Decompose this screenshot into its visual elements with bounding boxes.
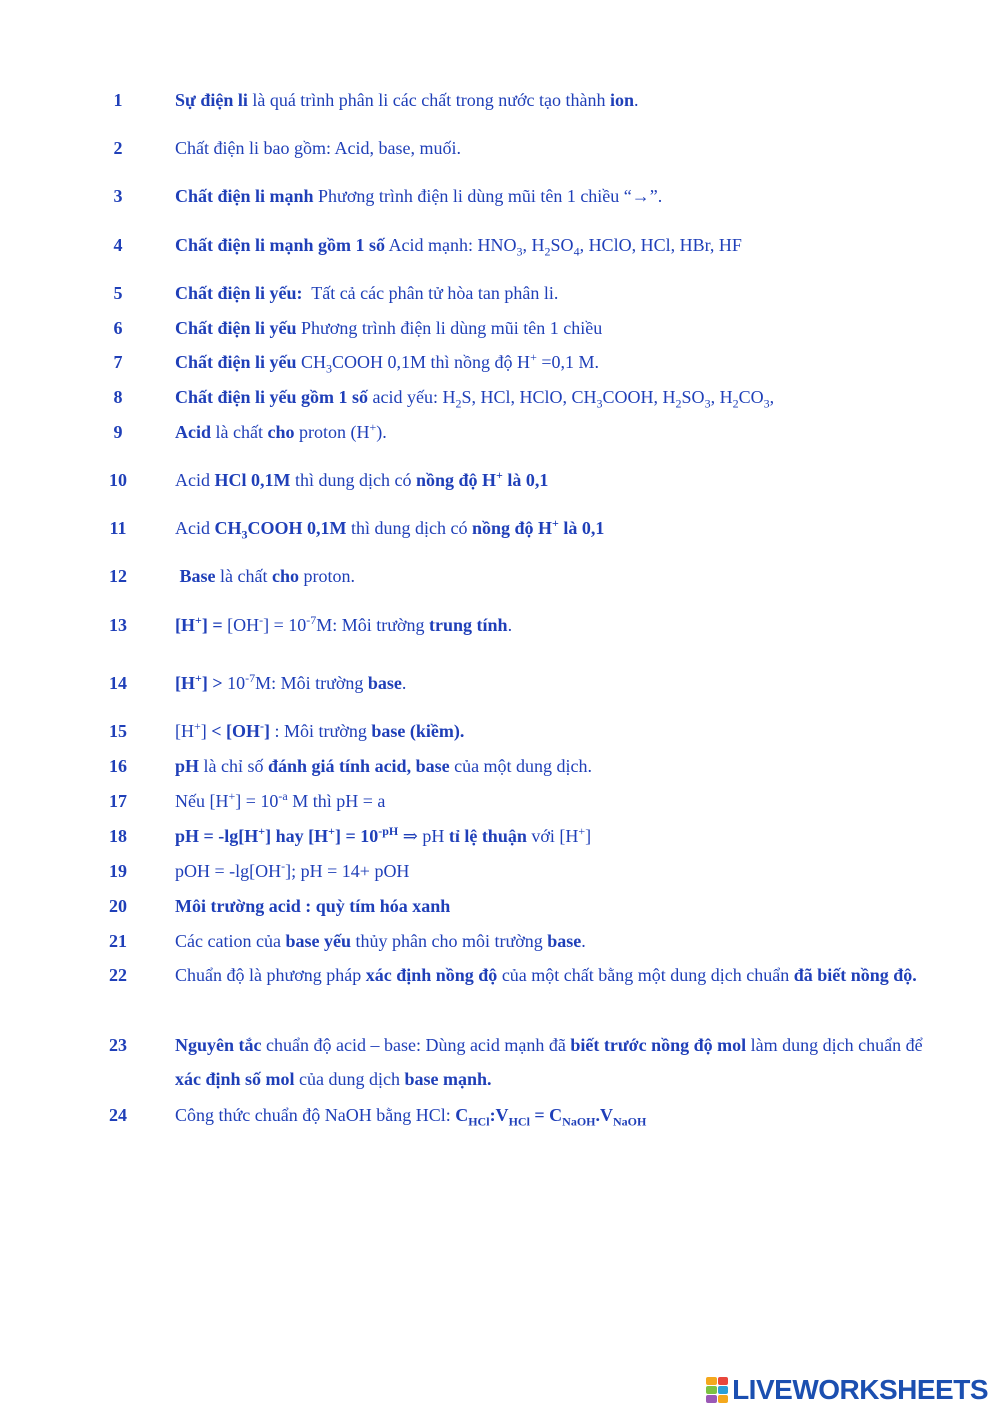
liveworksheets-logo-icon <box>706 1377 728 1403</box>
item-text: Chất điện li bao gồm: Acid, base, muối. <box>175 138 461 158</box>
item-number: 22 <box>109 965 127 985</box>
item-text: Chất điện li yếu Phương trình điện li dùng mũi tên 1 chiều <box>175 318 603 338</box>
item-number: 24 <box>109 1105 127 1125</box>
item-number: 5 <box>113 283 123 303</box>
item-text: Acid là chất cho proton (H+). <box>175 420 387 442</box>
item-text: $[H^+] = [OH^-] = 10^{-7}M$: Môi trường trung tính. <box>175 613 513 635</box>
item-number: 20 <box>109 896 127 916</box>
item-text: Chất điện li yếu $CH_3COOH$ 0,1M thì nồng độ H+ =0,1 M. <box>175 350 599 376</box>
item-text: pH là chỉ số đánh giá tính acid, base của một dung dịch. <box>175 756 593 776</box>
item-number: 23 <box>109 1035 127 1055</box>
item-number: 9 <box>113 422 123 442</box>
item-number: 1 <box>113 90 123 110</box>
item-text: [H+] < [OH-] : Môi trường base (kiềm). <box>175 719 465 741</box>
item-text: Chuẩn độ là phương pháp xác định nồng độ của một chất bằng một dung dịch chuẩn đã biết nồng độ. <box>175 965 917 985</box>
item-text: $[H^+] > 10^{-7}M$: Môi trường base. <box>175 671 407 693</box>
item-number: 19 <box>109 861 127 881</box>
item-number: 3 <box>113 186 123 206</box>
item-number: 7 <box>113 352 123 372</box>
item-number: 10 <box>109 470 127 490</box>
item-number: 2 <box>113 138 123 158</box>
item-number: 4 <box>113 235 123 255</box>
item-text: Các cation của base yếu thủy phân cho môi trường base. <box>175 931 586 951</box>
item-number: 11 <box>109 518 127 538</box>
item-text: Acid HCl 0,1M thì dung dịch có nồng độ H+ là 0,1 <box>175 468 549 490</box>
item-number: 8 <box>113 387 123 407</box>
item-text: Công thức chuẩn độ NaOH bằng HCl: $C_{HCl}:V_{HCl} = C_{NaOH}.V_{NaOH}$ <box>175 1105 647 1129</box>
item-text: Chất điện li yếu: Tất cả các phân tử hòa tan phân li. <box>175 283 559 303</box>
item-number: 21 <box>109 931 127 951</box>
item-number: 12 <box>109 566 127 586</box>
item-text: pOH = -lg[OH-]; pH = 14+ pOH <box>175 859 410 881</box>
item-number: 16 <box>109 756 127 776</box>
item-number: 14 <box>109 673 127 693</box>
liveworksheets-brand <box>706 1372 988 1408</box>
brand-name: LIVEWORKSHEETS <box>732 1374 988 1405</box>
item-text: Môi trường acid : quỳ tím hóa xanh <box>175 896 451 916</box>
item-number: 6 <box>113 318 123 338</box>
item-text: Chất điện li yếu gồm 1 số acid yếu: $H_2S$, HCl, HClO, $CH_3COOH$, $H_2SO_3$, $H_2CO_3$, <box>175 387 775 411</box>
item-text: Base là chất cho proton. <box>179 566 355 586</box>
item-number: 18 <box>109 826 127 846</box>
item-text: Chất điện li mạnh gồm 1 số Acid mạnh: $HNO_3$, $H_2SO_4$, HClO, HCl, HBr, HF <box>175 235 742 259</box>
item-text: Sự điện li là quá trình phân li các chất trong nước tạo thành ion. <box>175 90 639 110</box>
item-text: Acid $CH_3COOH$ 0,1M thì dung dịch có nồng độ H+ là 0,1 <box>175 516 605 542</box>
item-text: Nguyên tắc chuẩn độ acid – base: Dùng acid mạnh đã biết trước nồng độ mol làm dung dịch chuẩn để xác định số mol của dung dịch base mạnh. <box>175 1035 923 1089</box>
item-number: 15 <box>109 721 127 741</box>
item-text: Chất điện li mạnh Phương trình điện li dùng mũi tên 1 chiều “→”. <box>175 186 663 206</box>
item-number: 13 <box>109 615 127 635</box>
item-number: 17 <box>109 791 127 811</box>
item-text: Nếu $[H^+] = 10^{-a}$ M thì pH = a <box>175 789 386 811</box>
item-text: pH = -lg[H+] hay $[H^+] = 10^{-pH}$ ⇒ pH tỉ lệ thuận với [H+] <box>175 824 592 846</box>
